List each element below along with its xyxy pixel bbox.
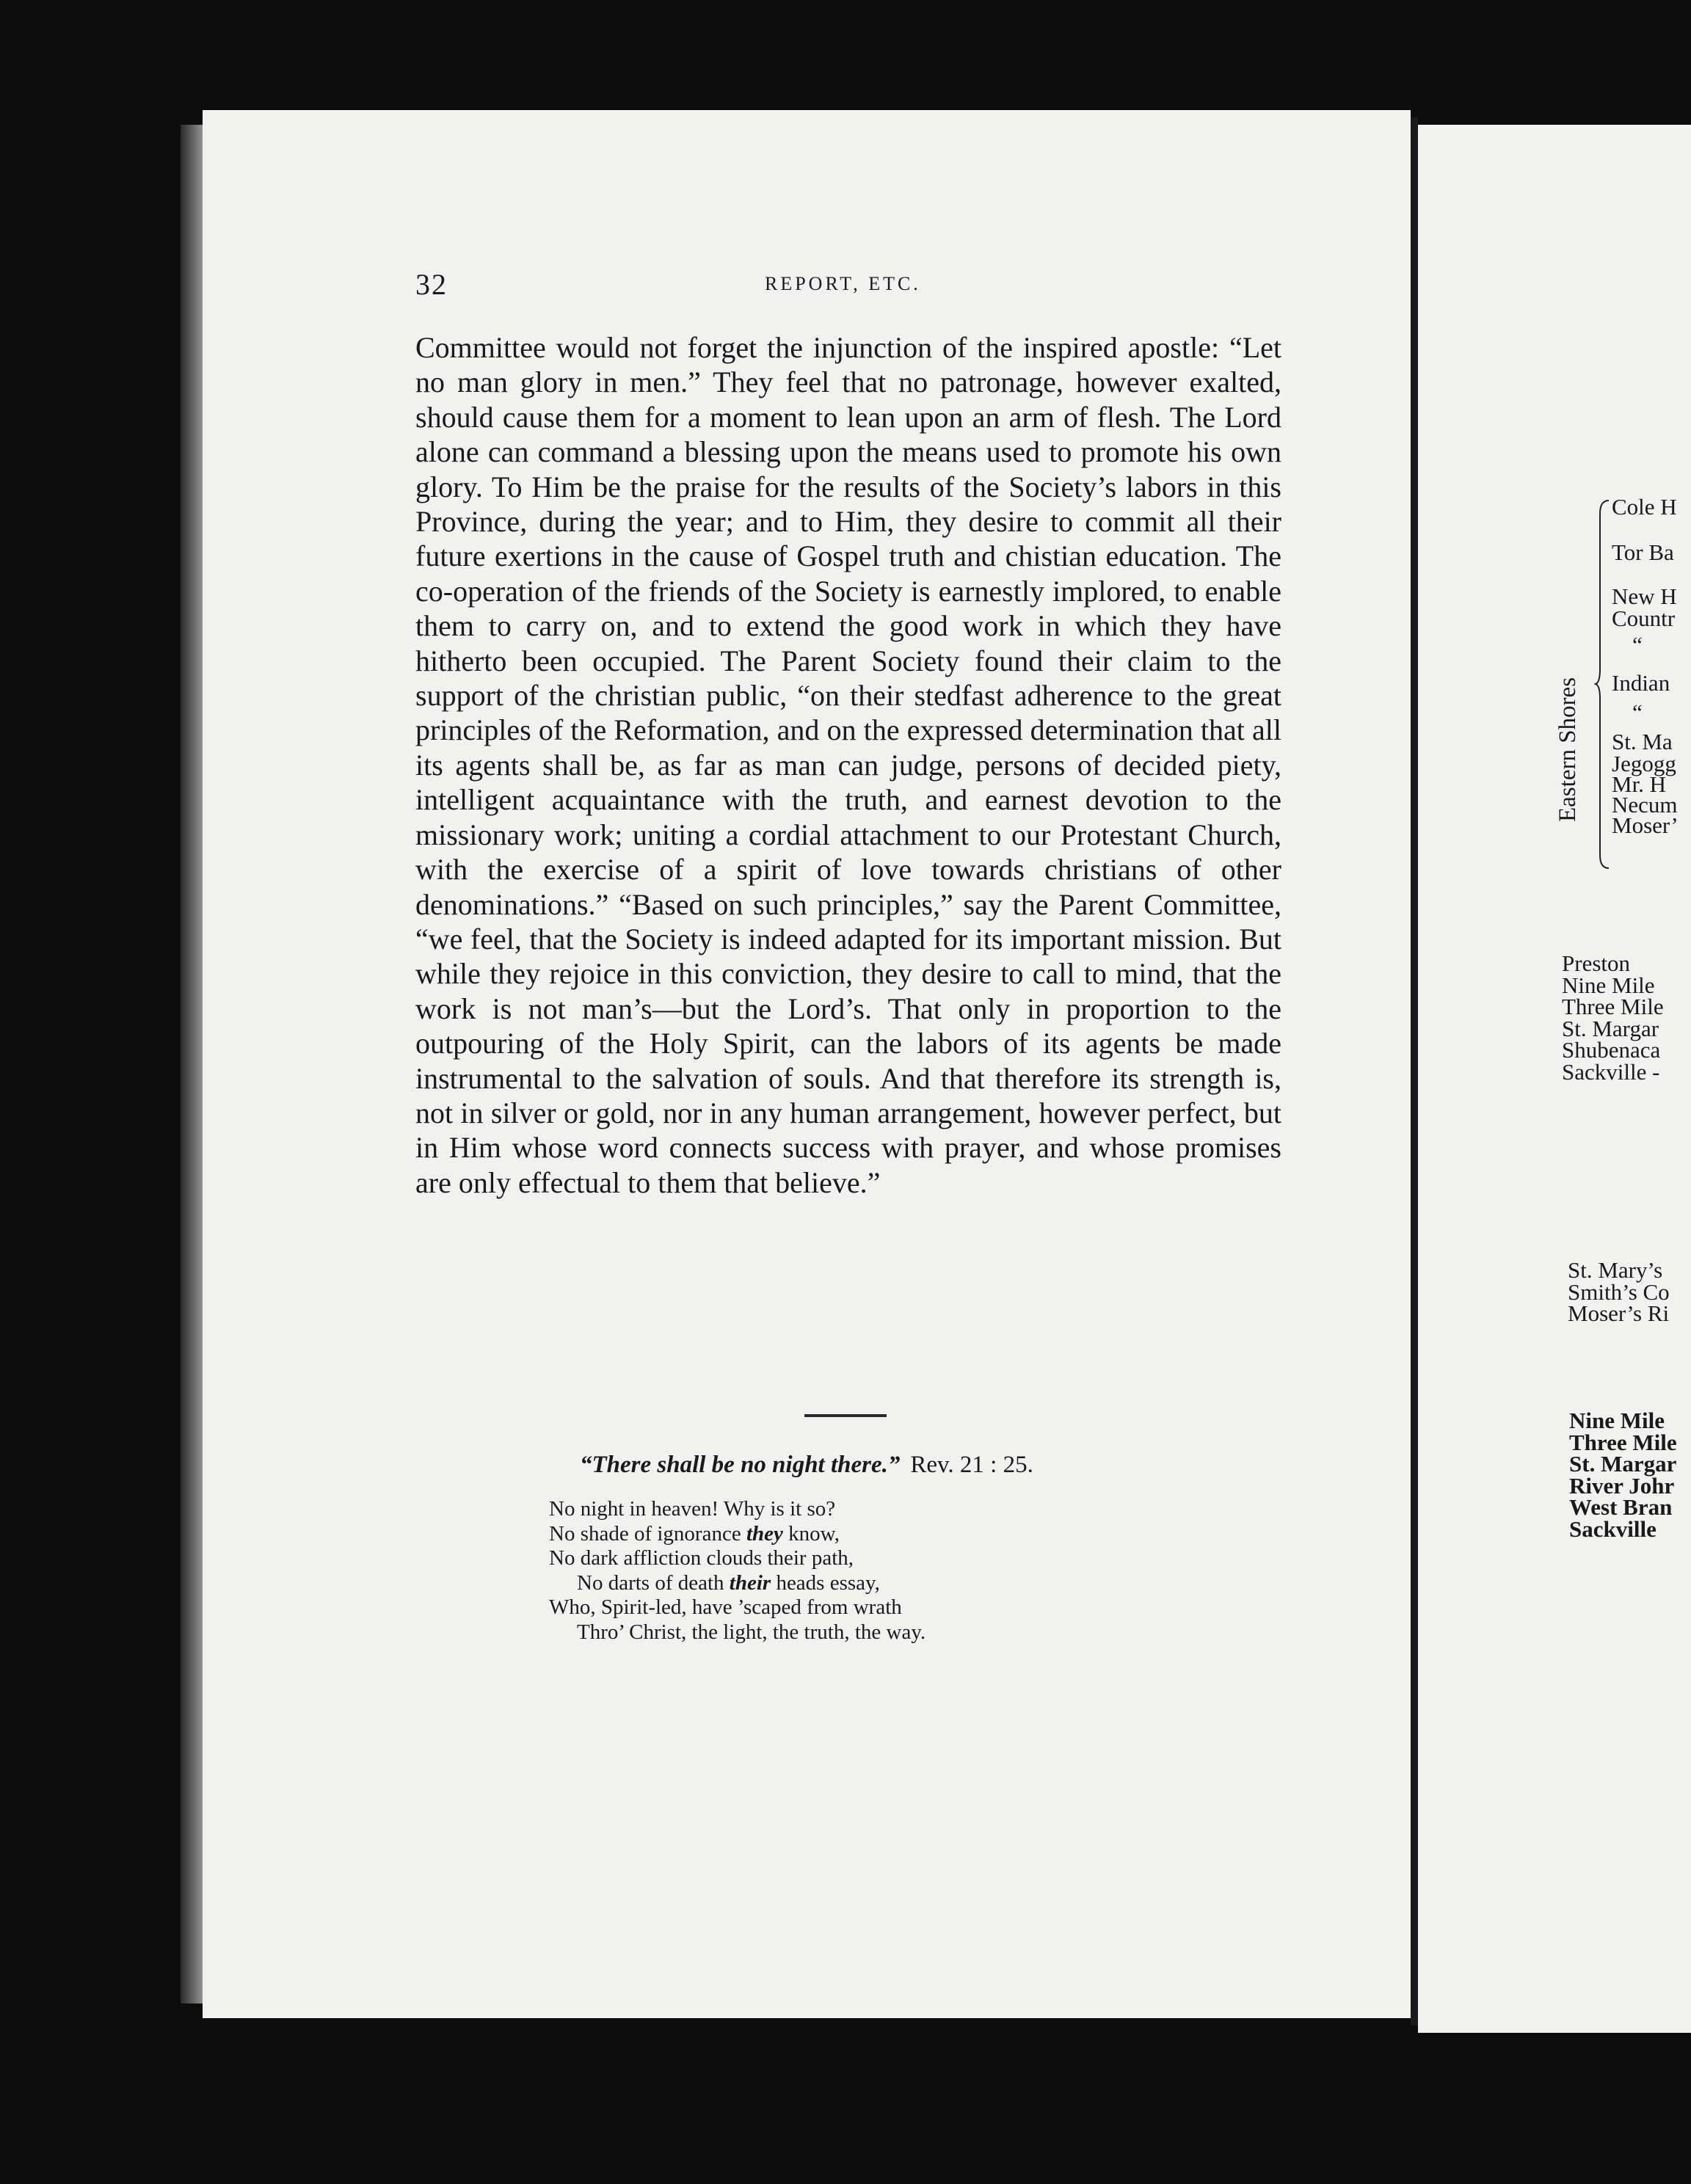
eastern-shores-label — [1554, 778, 1599, 822]
curly-brace-icon — [1594, 499, 1612, 870]
poem-line: No dark affliction clouds their path, — [549, 1546, 854, 1570]
poem-title: “There shall be no night there.” — [580, 1452, 901, 1478]
book-gutter — [1411, 117, 1418, 2025]
list-item: Moser’s Ri — [1568, 1300, 1670, 1326]
list-item: Sackville — [1569, 1515, 1657, 1542]
list-item: Cole H — [1612, 494, 1677, 520]
list-item: Indian — [1612, 670, 1670, 696]
list-item: Three Mile — [1562, 994, 1664, 1019]
emphasis: their — [729, 1570, 771, 1595]
poem-line: Thro’ Christ, the light, the truth, the way. — [577, 1620, 926, 1644]
list-item: Smith’s Co — [1568, 1278, 1670, 1305]
poem-line: Who, Spirit-led, have ’scaped from wrath — [549, 1595, 902, 1619]
station-list-st-marys — [1568, 1259, 1670, 1325]
list-item: Countr — [1612, 605, 1676, 631]
list-item: River Johr — [1569, 1472, 1675, 1499]
list-item: Shubenaca — [1562, 1037, 1661, 1063]
list-item: Moser’ — [1612, 812, 1679, 838]
list-item: “ — [1632, 699, 1643, 725]
page-edge-shadow — [181, 125, 204, 2003]
list-item: Necum — [1612, 792, 1678, 818]
poem-line: No night in heaven! Why is it so? — [549, 1497, 836, 1521]
list-item: St. Margar — [1569, 1451, 1677, 1477]
list-item: West Bran — [1569, 1494, 1673, 1520]
poem-line: No darts of death their heads essay, — [577, 1570, 880, 1595]
list-item: Sackville - — [1562, 1058, 1660, 1085]
list-item: New H — [1612, 583, 1677, 609]
body-text — [415, 330, 1281, 1200]
list-item: Nine Mile — [1569, 1408, 1665, 1433]
section-divider — [804, 1414, 887, 1417]
list-item: Three Mile — [1569, 1429, 1677, 1455]
station-list-nine-mile — [1569, 1410, 1677, 1540]
poem — [549, 1497, 925, 1645]
list-item: Jegogg — [1612, 751, 1676, 776]
body-paragraph: Committee would not forget the injunction of the inspired apostle: “Let no man glory in men.” They feel that no patronage, however exalted, should cause them for a moment to lean upon an arm of flesh. The Lord alone can command a blessing upon the means used to promote his own glory. To Him be the praise for the results of the Society’s labors in this Province, during the year; and to Him, they desire to commit all their future exertions in the cause of Gospel truth and chistian education. The co-operation of the friends of the Society is earnestly implored, to enable them to carry on, and to extend the good work in which they have hitherto been occupied. The Parent Society found their claim to the support of the christian public, “on their stedfast adherence to the great principles of the Reformation, and on the expressed determination that all its agents shall be, as far as man can judge, persons of decided piety, intelligent acquaintance with the truth, and earnest devotion to the missionary work; uniting a cordial attachment to our Protestant Church, with the exercise of a spirit of love towards christians of other denominations.” “Based on such principles,” say the Parent Committee, “we feel, that the Society is indeed adapted for its important mission. But while they rejoice in this conviction, they desire to call to mind, that the work is not man’s—but the Lord’s. That only in proportion to the outpouring of the Holy Spirit, can the labors of its agents be made instrumental to the salvation of souls. And that therefore its strength is, not in silver or gold, nor in any human arrangement, however perfect, but in Him whose word connects success with prayer, and whose promises are only effectual to them that believe.” — [415, 331, 1281, 1199]
list-item: St. Margar — [1562, 1015, 1659, 1041]
poem-reference: Rev. 21 : 25. — [910, 1452, 1033, 1478]
running-head: REPORT, ETC. — [765, 273, 921, 294]
emphasis: they — [746, 1521, 783, 1546]
list-item: Preston — [1562, 950, 1630, 976]
poem-heading — [580, 1452, 1033, 1479]
list-item: Tor Ba — [1612, 539, 1674, 565]
poem-line: No shade of ignorance they know, — [549, 1521, 840, 1546]
list-item: St. Ma — [1612, 729, 1673, 754]
page-header — [415, 267, 1289, 304]
page-number: 32 — [415, 268, 448, 301]
list-item: Mr. H — [1612, 771, 1667, 797]
list-item: St. Mary’s — [1568, 1257, 1663, 1283]
list-item: “ — [1632, 632, 1643, 658]
station-list-preston — [1562, 950, 1664, 1085]
list-item: Nine Mile — [1562, 972, 1655, 998]
